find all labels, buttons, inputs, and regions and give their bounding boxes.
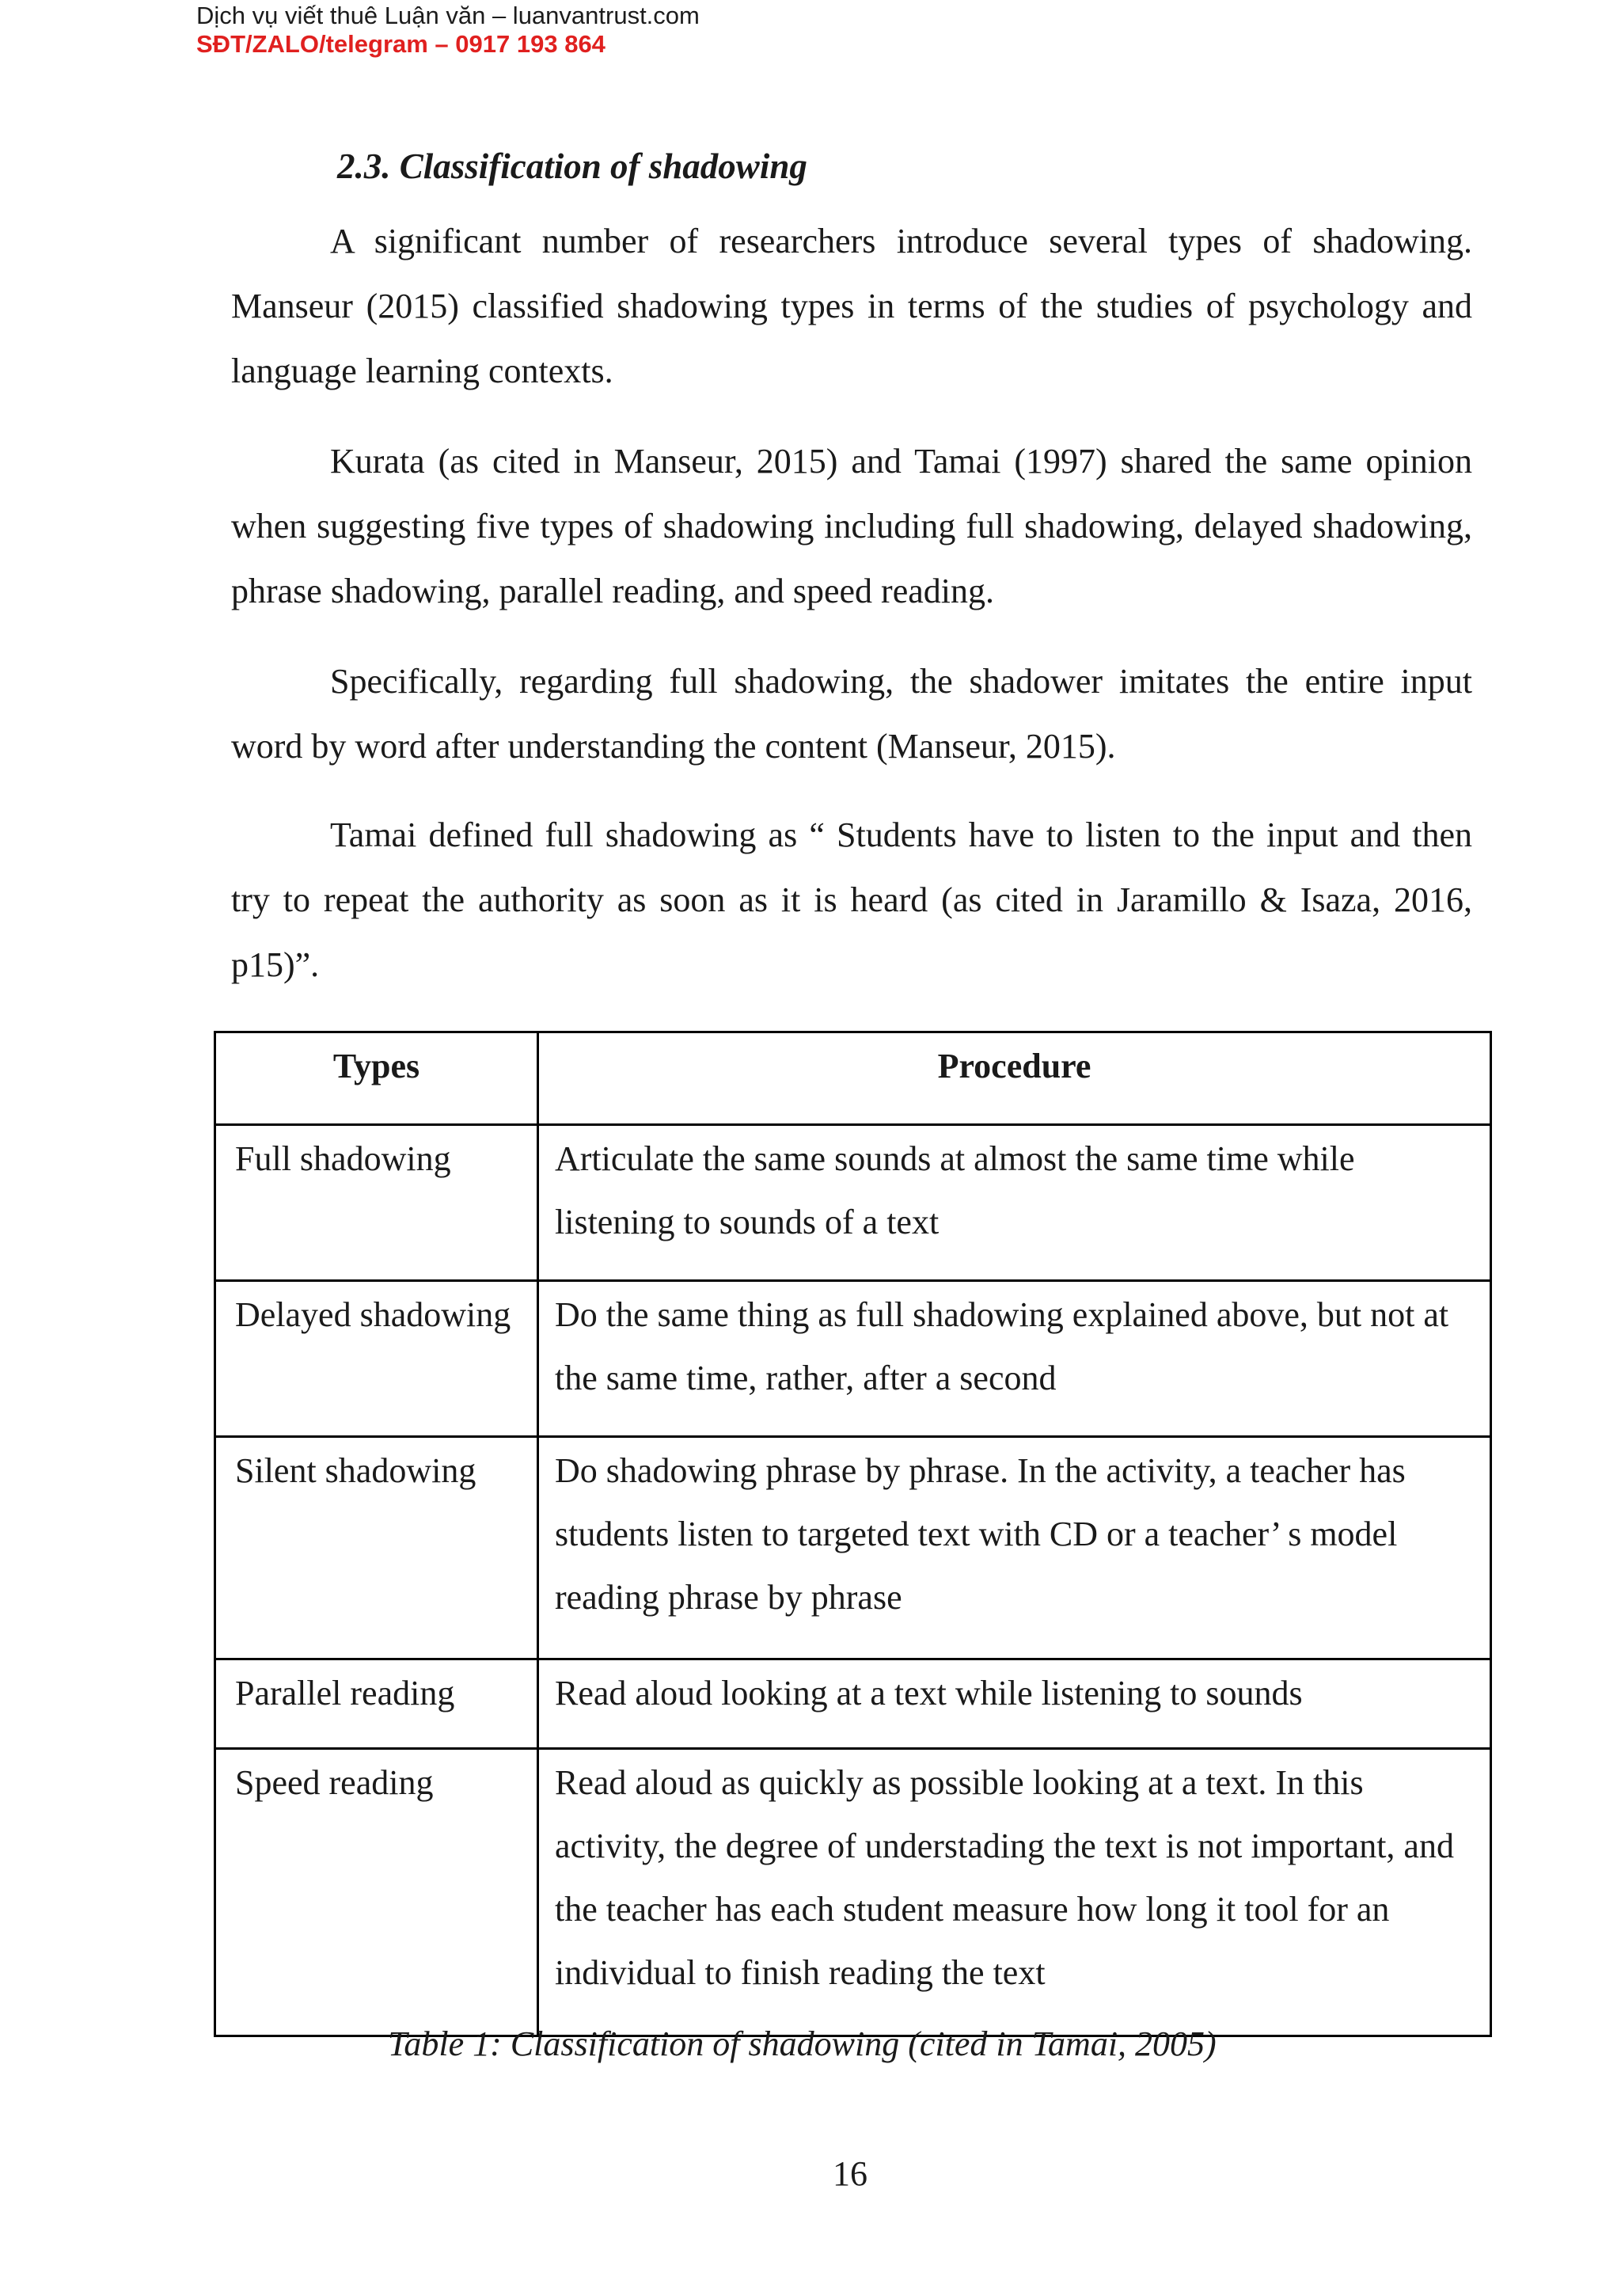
type-cell: Speed reading — [215, 1749, 538, 2036]
table-header-types: Types — [215, 1032, 538, 1125]
type-cell: Silent shadowing — [215, 1437, 538, 1659]
procedure-cell: Articulate the same sounds at almost the same time while listening to sounds of a text — [538, 1125, 1491, 1281]
watermark-site-line: Dịch vụ viết thuê Luận văn – luanvantrust.com — [196, 2, 700, 29]
table-row — [215, 1281, 1491, 1437]
body-paragraph: Kurata (as cited in Manseur, 2015) and Tamai (1997) shared the same opinion when suggesting five types of shadowing including full shadowing, delayed shadowing, phrase shadowing, parallel reading, and speed reading. — [231, 442, 1472, 610]
table-row — [215, 1749, 1491, 2036]
type-cell: Parallel reading — [215, 1659, 538, 1749]
body-paragraph: A significant number of researchers introduce several types of shadowing. Manseur (2015) classified shadowing types in terms of the studies of psychology and language learning contexts. — [231, 222, 1472, 390]
table-row — [215, 1659, 1491, 1749]
type-cell: Full shadowing — [215, 1125, 538, 1281]
procedure-cell: Do shadowing phrase by phrase. In the activity, a teacher has students listen to targeted text with CD or a teacher’ s model reading phrase by phrase — [538, 1437, 1491, 1659]
table-row — [215, 1437, 1491, 1659]
body-paragraph: Tamai defined full shadowing as “ Students have to listen to the input and then try to repeat the authority as soon as it is heard (as cited in Jaramillo & Isaza, 2016, p15)”. — [231, 815, 1472, 984]
table-row — [215, 1125, 1491, 1281]
type-cell: Delayed shadowing — [215, 1281, 538, 1437]
section-heading: 2.3. Classification of shadowing — [337, 146, 807, 186]
table-caption: Table 1: Classification of shadowing (cited in Tamai, 2005) — [388, 2024, 1217, 2063]
watermark-contact-line: SĐT/ZALO/telegram – 0917 193 864 — [196, 30, 606, 58]
shadowing-types-table — [214, 1031, 1492, 2037]
procedure-cell: Read aloud as quickly as possible looking at a text. In this activity, the degree of understading the text is not important, and the teacher has each student measure how long it tool for an individual to finish reading the text — [538, 1749, 1491, 2036]
procedure-cell: Read aloud looking at a text while listening to sounds — [538, 1659, 1491, 1749]
table-header-row — [215, 1032, 1491, 1125]
procedure-cell: Do the same thing as full shadowing explained above, but not at the same time, rather, after a second — [538, 1281, 1491, 1437]
page-number: 16 — [833, 2154, 867, 2193]
body-paragraph: Specifically, regarding full shadowing, the shadower imitates the entire input word by word after understanding the content (Manseur, 2015). — [231, 662, 1472, 766]
table-header-procedure: Procedure — [538, 1032, 1491, 1125]
